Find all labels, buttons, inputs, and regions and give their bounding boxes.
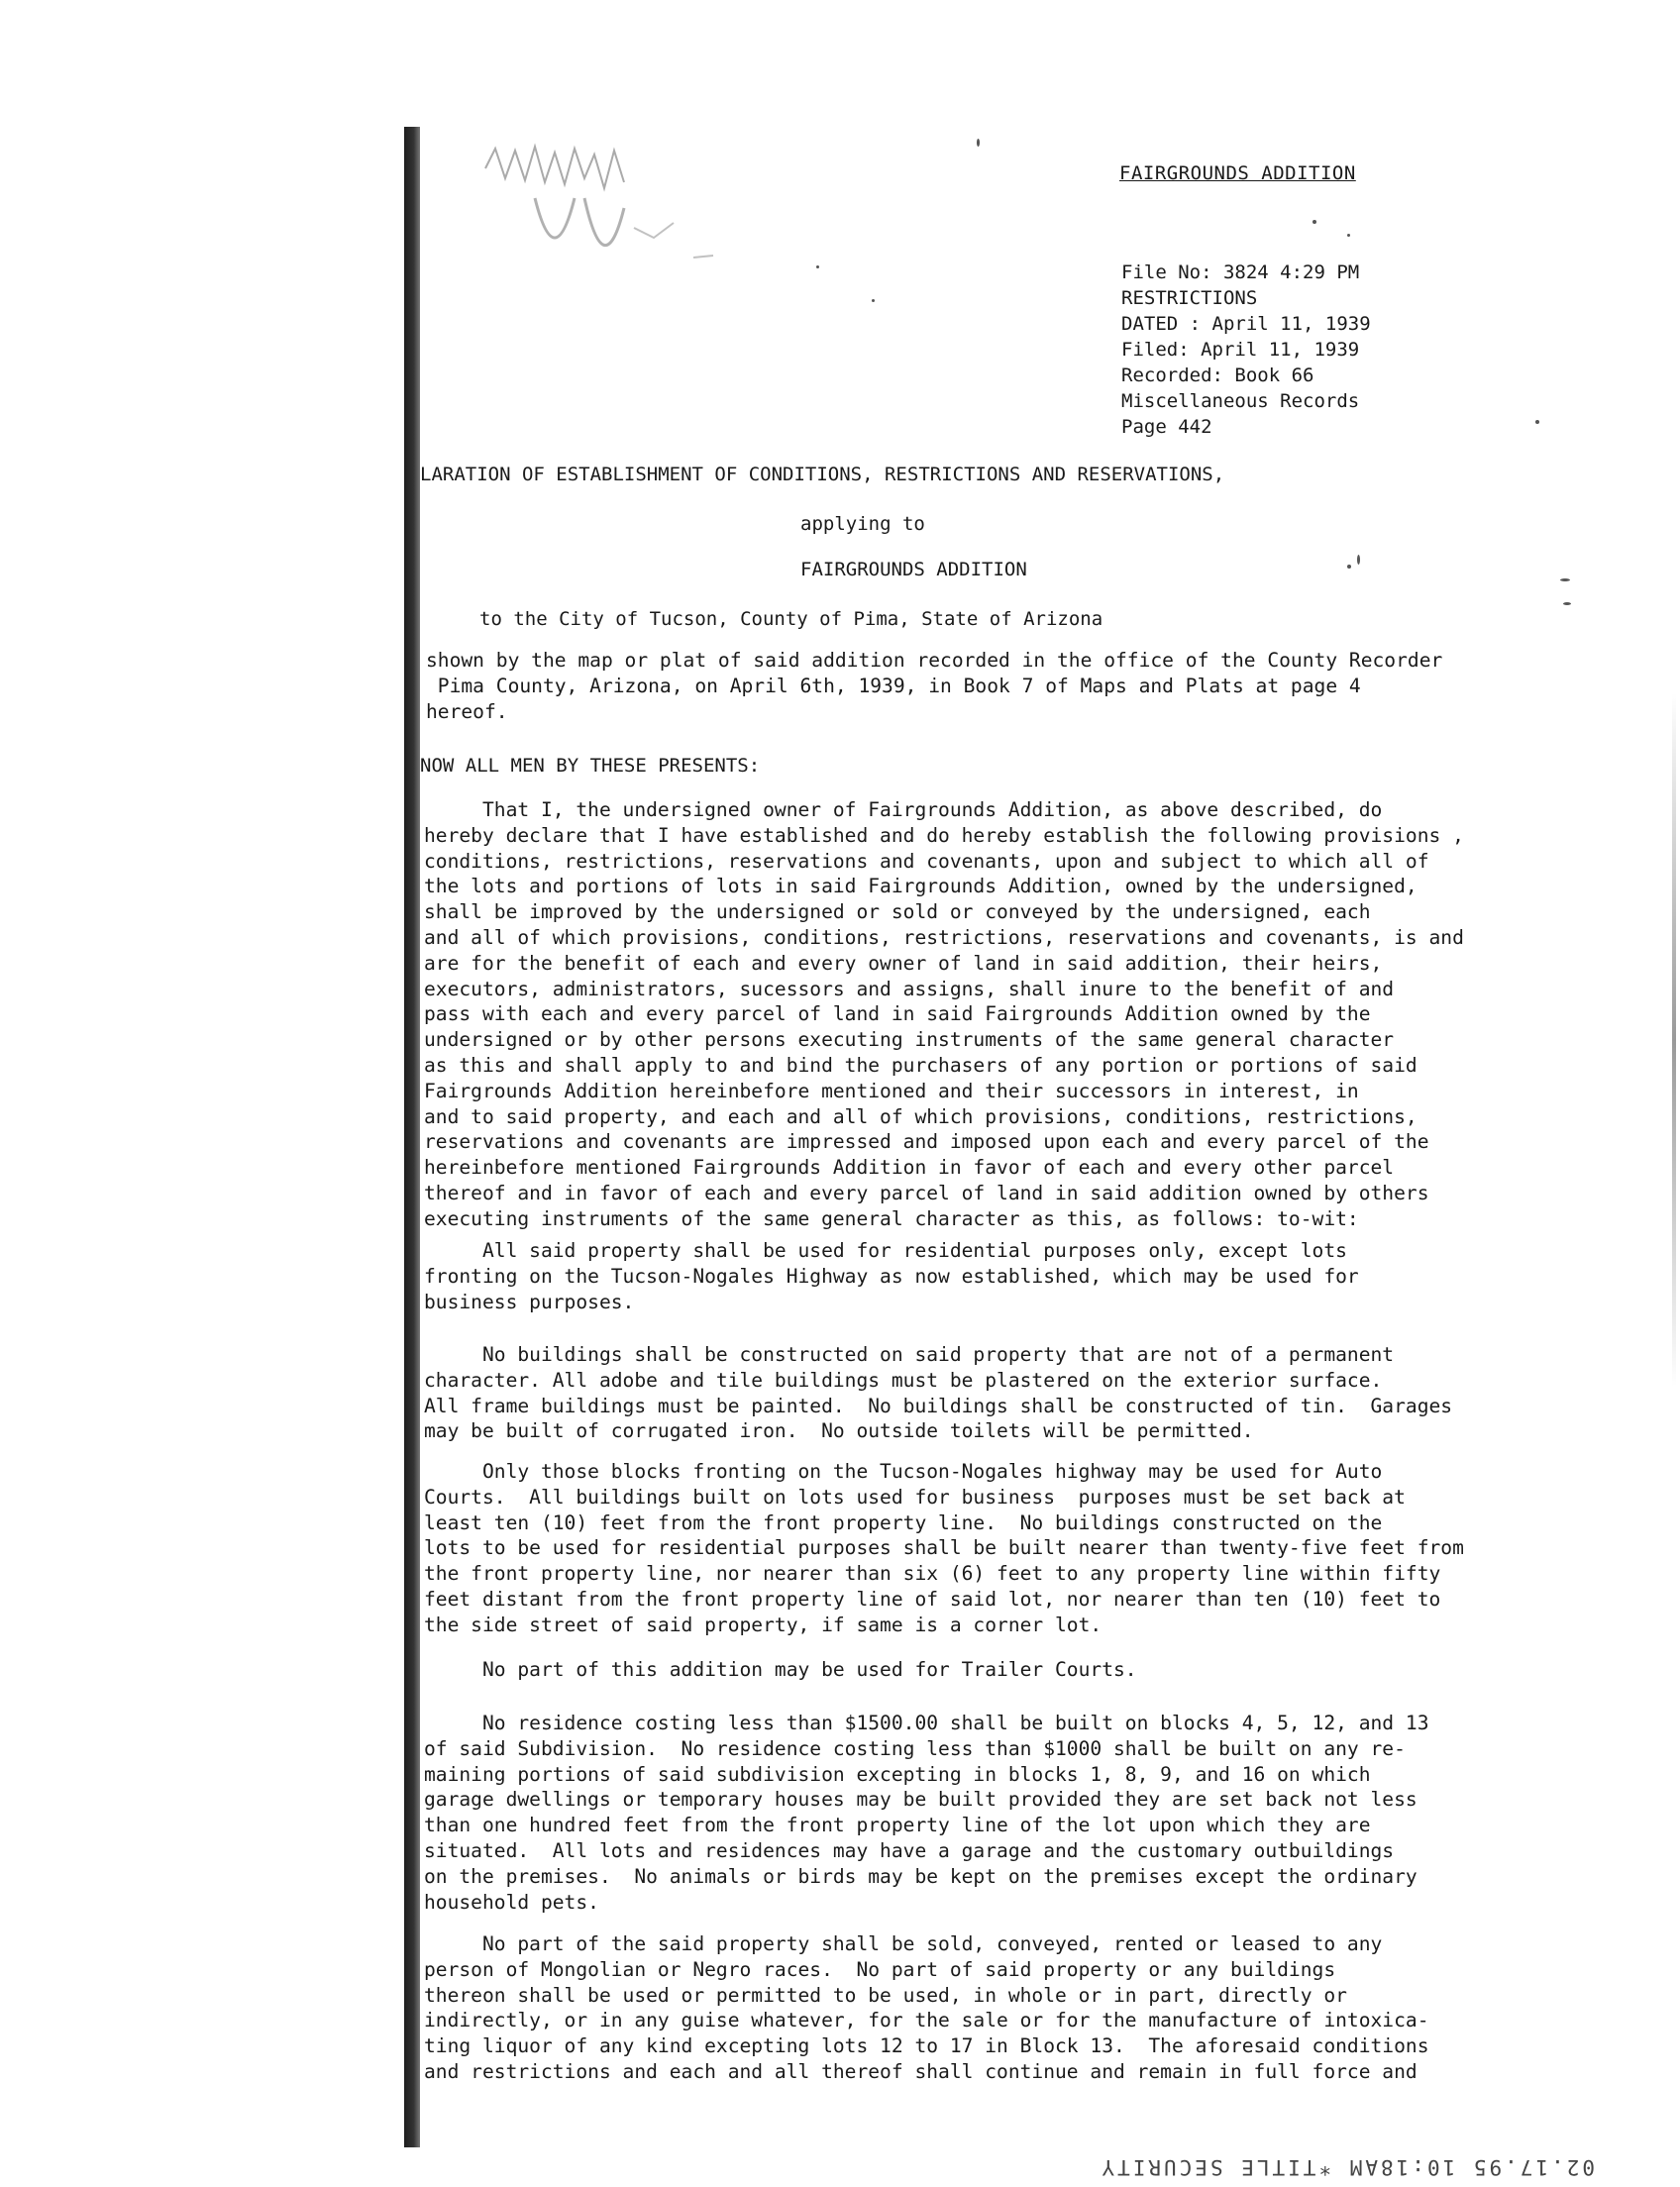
know-all-men-heading: NOW ALL MEN BY THESE PRESENTS: [420,755,761,777]
file-info-block [1121,260,1371,440]
file-page: Page 442 [1121,416,1212,438]
scan-speck [977,139,980,147]
header-title: FAIRGROUNDS ADDITION [1119,162,1356,184]
scan-speck [1312,220,1316,224]
scan-speck [1535,420,1539,424]
file-type: RESTRICTIONS [1121,287,1258,309]
scan-speck [1347,234,1350,237]
file-number: File No: 3824 4:29 PM [1121,261,1360,283]
right-edge-shadow [1672,693,1676,1387]
paragraph-trailer-courts: No part of this addition may be used for Trailer Courts. [424,1658,1137,1681]
file-recorded: Recorded: Book 66 [1121,364,1314,386]
scan-speck [816,265,819,268]
scan-speck [1560,578,1570,581]
file-records-type: Miscellaneous Records [1121,390,1360,412]
scan-speck [1347,565,1351,569]
applying-to-line: applying to [800,513,925,535]
file-dated: DATED : April 11, 1939 [1121,313,1371,335]
scan-speck [1357,555,1360,565]
declaration-heading: LARATION OF ESTABLISHMENT OF CONDITIONS, RESTRICTIONS AND RESERVATIONS, [420,464,1225,485]
paragraph-provisions: That I, the undersigned owner of Fairgrounds Addition, as above described, do hereby declare that I have established and do hereby establish the following provisions , conditions, restrictions, reservations and covenants, upon and subject to which all of the lots and portions of lots in said Fairgrounds Addition, owned by the undersigned, shall be improved by the undersigned or sold or conveyed by the undersigned, each and all of which provisions, conditions, restrictions, reservations and covenants, is and are for the benefit of each and every owner of land in said addition, their heirs, executors, administrators, sucessors and assigns, shall inure to the benefit of and pass with each and every parcel of land in said Fairgrounds Addition owned by the undersigned or by other persons executing instruments of the same general character as this and shall apply to and bind the purchasers of any portion or portions of said Fairgrounds Addition hereinbefore mentioned and their successors in interest, in and to said property, and each and all of which provisions, conditions, restrictions, reservations and covenants are impressed and imposed upon each and every parcel of the hereinbefore mentioned Fairgrounds Addition in favor of each and every other parcel thereof and in favor of each and every parcel of land in said addition owned by others executing instruments of the same general character as this, as follows: to-wit: [424,798,1464,1230]
paragraph-sale-restrictions: No part of the said property shall be sold, conveyed, rented or leased to any person of Mongolian or Negro races. No part of said property or any buildings thereon shall be used or permitted to be used, in whole or in part, directly or indirectly, or in any guise whatever, for the sale or for the manufacture of intoxica- ting liquor of any kind excepting lots 12 to 17 in Block 13. The aforesaid conditions and restrictions and each and all thereof shall continue and remain in full force and [424,1932,1429,2083]
faded-stamp-mark [475,139,733,317]
shown-by-paragraph: shown by the map or plat of said addition recorded in the office of the County Recorder Pima County, Arizona, on April 6th, 1939, in Book 7 of Maps and Plats at page 4 hereof. [426,649,1443,723]
paragraph-building-materials: No buildings shall be constructed on said property that are not of a permanent character. All adobe and tile buildings must be plastered on the exterior surface. All frame buildings must be painted. No buildings shall be constructed of tin. Garages may be built of corrugated iron. No outside toilets will be permitted. [424,1343,1453,1443]
paragraph-residence-cost: No residence costing less than $1500.00 shall be built on blocks 4, 5, 12, and 13 of said Subdivision. No residence costing less than $1000 shall be built on any re- maining portions of said subdivision excepting in blocks 1, 8, 9, and 16 on which garage dwellings or temporary houses may be built provided they are set back not less than one hundred feet from the front property line of the lot upon which they are situated. All lots and residences may have a garage and the customary outbuildings on the premises. No animals or birds may be kept on the premises except the ordinary household pets. [424,1712,1429,1914]
paragraph-residential-use: All said property shall be used for residential purposes only, except lots fronting on the Tucson-Nogales Highway as now established, which may be used for business purposes. [424,1239,1359,1313]
scan-speck [872,299,875,302]
fax-header-inverted: 02.17.95 10:18AM *TITLE SECURITY [1099,2155,1595,2179]
paragraph-setbacks: Only those blocks fronting on the Tucson-Nogales highway may be used for Auto Courts. All buildings built on lots used for business purposes must be set back at least ten (10) feet from the front property line. No buildings constructed on the lots to be used for residential purposes shall be built nearer than twenty-five feet from the front property line, nor nearer than six (6) feet to any property line within fifty feet distant from the front property line of said lot, nor nearer than ten (10) feet to the side street of said property, if same is a corner lot. [424,1460,1464,1636]
location-line: to the City of Tucson, County of Pima, State of Arizona [479,608,1103,630]
binding-edge [404,127,420,2147]
addition-name-line: FAIRGROUNDS ADDITION [800,559,1027,580]
scan-speck [1563,602,1571,605]
stamp-scribble-icon [475,139,733,317]
file-filed: Filed: April 11, 1939 [1121,339,1360,361]
